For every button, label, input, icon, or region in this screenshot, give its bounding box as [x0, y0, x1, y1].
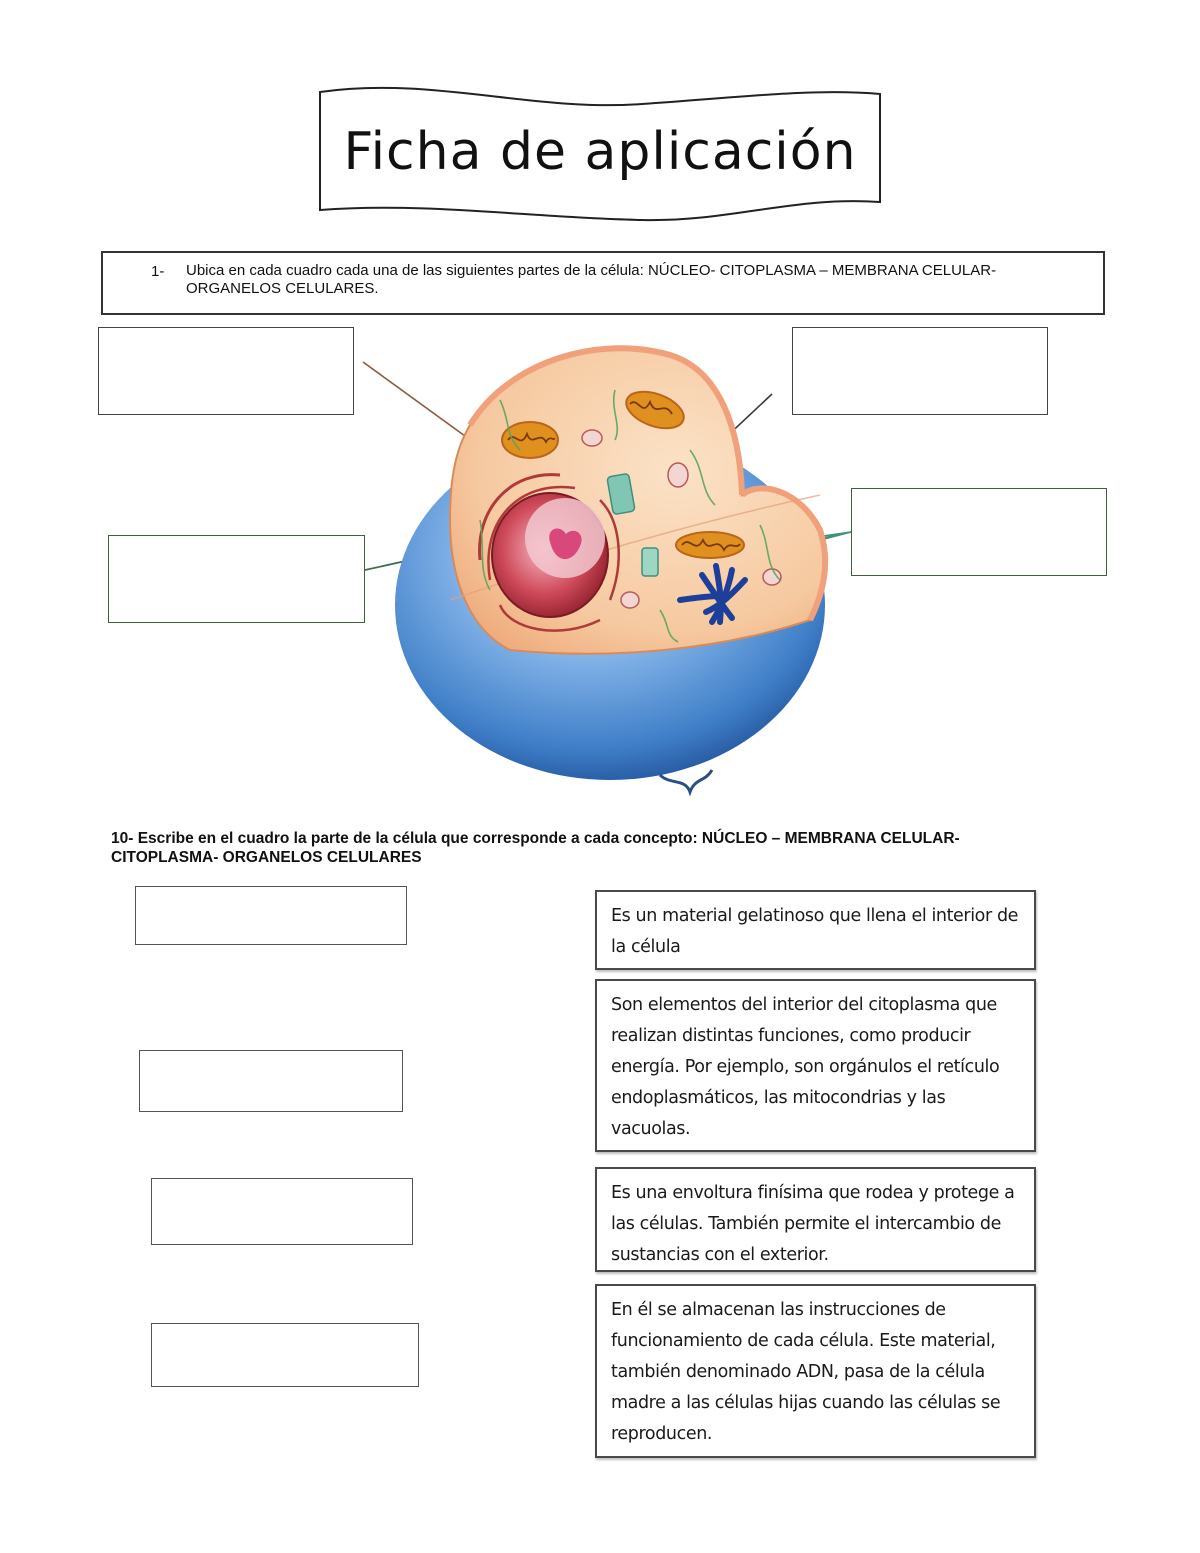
page-title: Ficha de aplicación [343, 122, 857, 182]
description-text-1: Es un material gelatinoso que llena el interior de la célula [611, 906, 1019, 957]
description-text-4: En él se almacenan las instrucciones de funcionamiento de cada célula. Este material, también denominado ADN, pasa de la célula madre a las células hijas cuando las células se reproducen. [611, 1300, 1001, 1444]
answer-box-4[interactable] [151, 1323, 419, 1387]
description-box-2 [595, 979, 1036, 1152]
cell-diagram [360, 330, 860, 810]
question-10-text: 10- Escribe en el cuadro la parte de la célula que corresponde a cada concepto: NÚCLEO – MEMBRANA CELULAR- CITOPLASMA- ORGANELOS CELULARES [111, 830, 960, 866]
question-1-number: 1- [151, 263, 165, 280]
description-text-3: Es una envoltura finísima que rodea y protege a las células. También permite el intercambio de sustancias con el exterior. [611, 1183, 1015, 1265]
description-box-3 [595, 1167, 1036, 1272]
description-box-4 [595, 1284, 1036, 1458]
description-text-2: Son elementos del interior del citoplasma que realizan distintas funciones, como producir energía. Por ejemplo, son orgánulos el retículo endoplasmáticos, las mitocondrias y las vacuolas. [611, 995, 1000, 1139]
answer-box-3[interactable] [151, 1178, 413, 1245]
answer-box-1[interactable] [135, 886, 407, 945]
answer-box-2[interactable] [139, 1050, 403, 1112]
description-box-1 [595, 890, 1036, 970]
question-1-text: Ubica en cada cuadro cada una de las siguientes partes de la célula: NÚCLEO- CITOPLASMA – MEMBRANA CELULAR- ORGANELOS CELULARES. [186, 262, 997, 297]
